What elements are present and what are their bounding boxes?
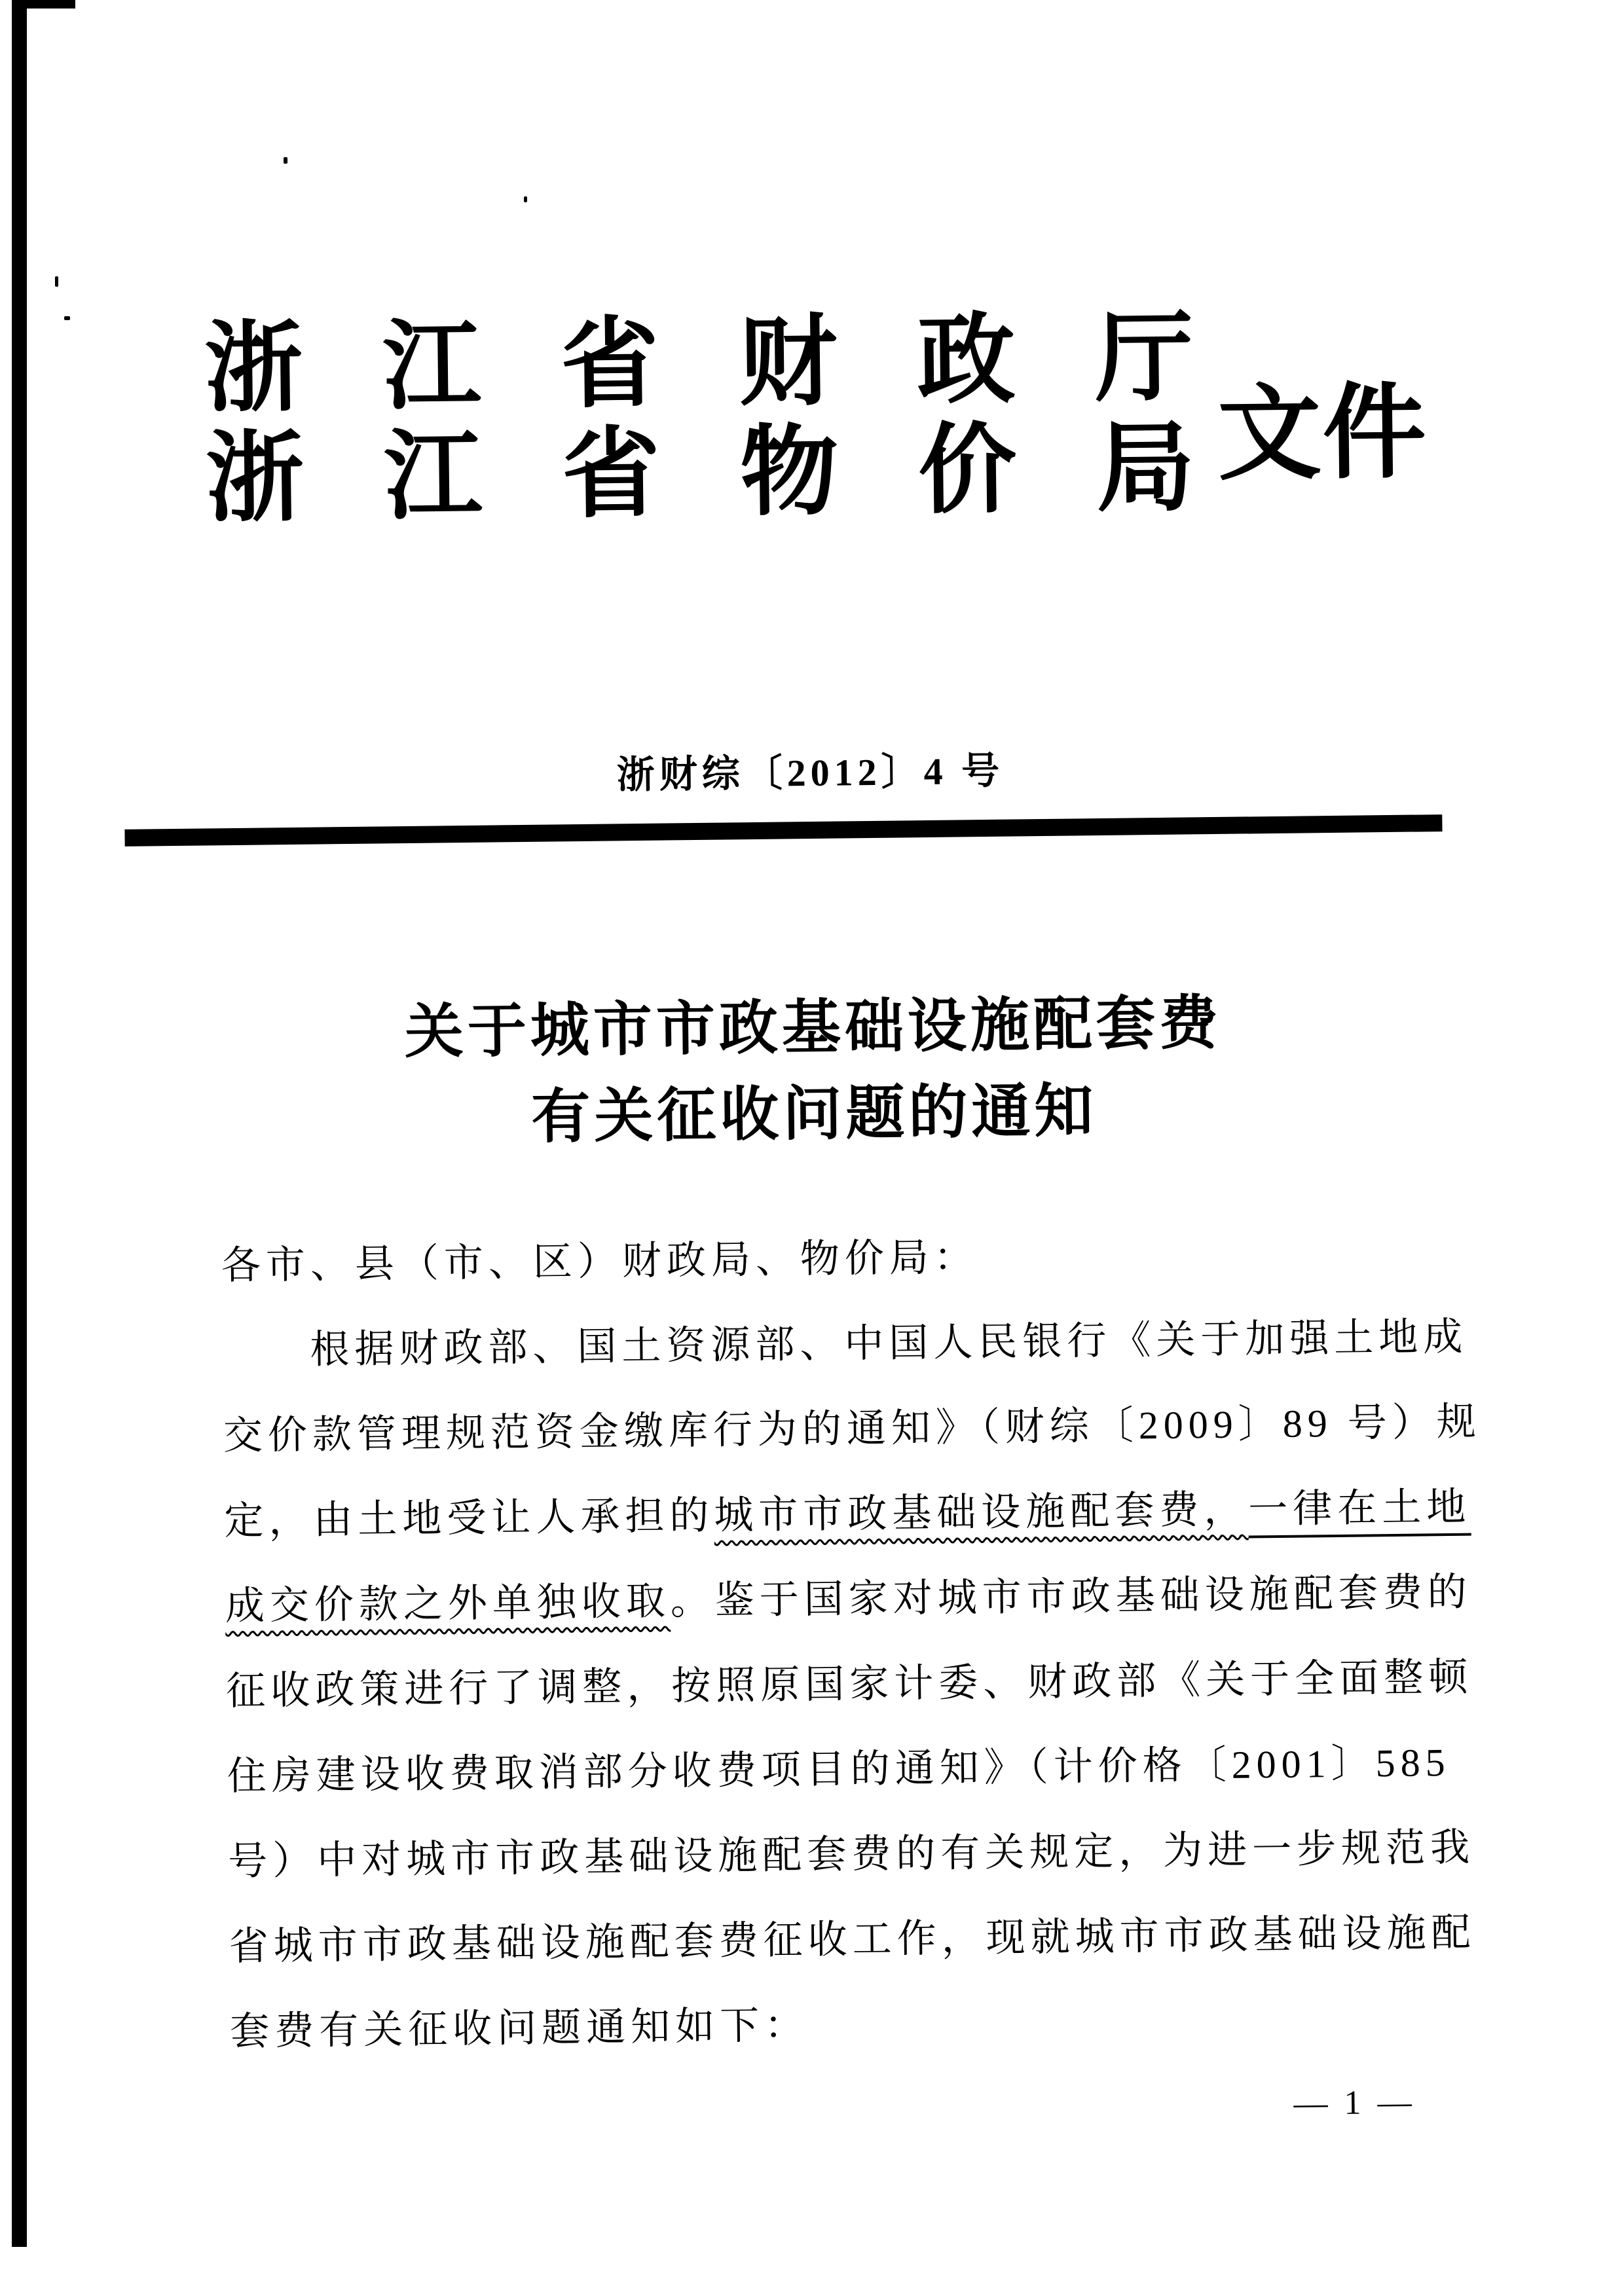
body-segment-underline: 一律在土地 (1247, 1485, 1471, 1531)
body-line (224, 1463, 1541, 1563)
document-title (1, 976, 1624, 1167)
salutation-line: 各市、县（市、区）财政局、物价局： (221, 1235, 979, 1288)
doc-number: 浙财综〔2012〕4 号 (616, 749, 1005, 797)
doc-type-label: 文件 (1217, 374, 1428, 492)
document-title-line-2: 有关征收问题的通知 (530, 1079, 1098, 1150)
org-name-line-1: 浙江省财政厅 (204, 301, 1274, 424)
document-body (221, 1208, 1547, 2074)
body-line: 省城市市政基础设施配套费征收工作，现就城市市政基础设施配 (229, 1910, 1477, 1969)
org-name-line-2: 浙江省物价局 (205, 410, 1276, 534)
body-line: 交价款管理规范资金缴库行为的通知》（财综〔2009〕89 号）规 (223, 1400, 1482, 1458)
body-line: 根据财政部、国土资源部、中国人民银行《关于加强土地成 (310, 1315, 1468, 1372)
body-line: 住房建设收费取消部分收费项目的通知》（计价格〔2001〕585 (227, 1741, 1451, 1798)
document-title-line-1: 关于城市市政基础设施配套费 (404, 991, 1223, 1066)
body-line: 号）中对城市市政基础设施配套费的有关规定，为进一步规范我 (227, 1825, 1475, 1884)
scan-corner-artifact (27, 0, 75, 9)
page-number: — 1 — (1293, 2083, 1416, 2123)
body-line: 征收政策进行了调整，按照原国家计委、财政部《关于全面整顿 (225, 1655, 1473, 1713)
body-segment: 。鉴于国家对城市市政基础设施配套费的 (670, 1570, 1473, 1623)
body-line: 套费有关征收问题通知如下： (229, 2003, 809, 2054)
letterhead (204, 301, 1275, 533)
body-segment-wavy-underline: 成交价款之外单独收取 (225, 1579, 671, 1628)
body-segment-wavy-underline: 城市市政基础设施配套费， (713, 1487, 1249, 1537)
letterhead-divider-rule (124, 814, 1442, 847)
body-segment: 定，由土地受让人承担的 (224, 1493, 714, 1543)
body-line (225, 1548, 1541, 1649)
